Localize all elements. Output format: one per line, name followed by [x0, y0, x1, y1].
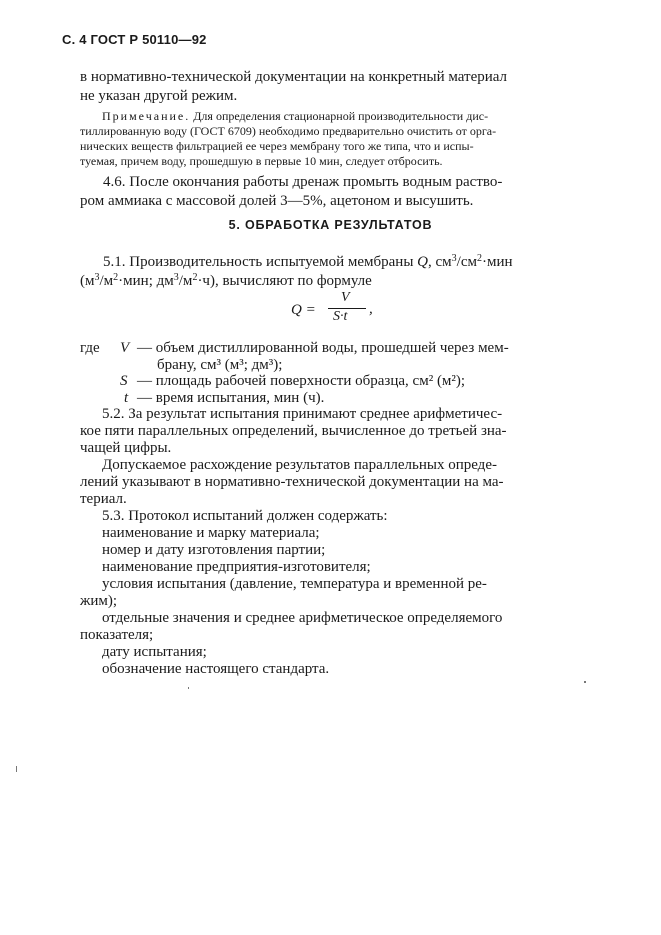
def-symbol-t: t	[124, 390, 129, 406]
note-line-4: туемая, причем воду, прошедшую в первые 10 мин, следует отбросить.	[80, 154, 443, 168]
def-prefix: где	[80, 340, 100, 356]
p46-line-2: ром аммиака с массовой долей 3—5%, ацетоном и высушить.	[80, 193, 474, 209]
tolerance-line-2: лений указывают в нормативно-технической документации на ма-	[80, 474, 504, 490]
p46-line-1: 4.6. После окончания работы дренаж промыть водным раство-	[103, 174, 503, 190]
p51-line-2: ($м^3/м^2\cdot мин$; $дм^3/м^2\cdot ч$), вычисляют по формуле	[80, 272, 372, 289]
formula-lhs: Q =	[291, 302, 316, 318]
intro-line-2: не указан другой режим.	[80, 88, 238, 104]
def-s-text: — площадь рабочей поверхности образца, см² (м²);	[137, 373, 466, 389]
formula-denominator: S·t	[333, 309, 348, 324]
scan-speck	[584, 681, 586, 683]
list-item: условия испытания (давление, температура и временной ре-	[102, 576, 487, 592]
note-first-text: Для определения стационарной производительности дис-	[193, 109, 489, 123]
p52-line-2: кое пяти параллельных определений, вычисленное до третьей зна-	[80, 423, 507, 439]
note-line-1	[102, 109, 488, 124]
def-t-text: — время испытания, мин (ч).	[137, 390, 325, 406]
def-symbol-s: S	[120, 373, 128, 389]
scan-speck	[16, 766, 17, 772]
p53-intro: 5.3. Протокол испытаний должен содержать:	[102, 508, 388, 524]
note-line-2: тиллированную воду (ГОСТ 6709) необходимо предварительно очистить от орга-	[80, 124, 497, 138]
scan-speck	[188, 687, 189, 689]
list-item: номер и дату изготовления партии;	[102, 542, 326, 558]
list-item: дату испытания;	[102, 644, 207, 660]
p52-line-1: 5.2. За результат испытания принимают среднее арифметичес-	[102, 406, 503, 422]
p51-line-1: 5.1. Производительность испытуемой мембраны Q, $см^3/см^2\cdot мин$	[103, 253, 513, 270]
formula-numerator: V	[341, 290, 350, 305]
list-item: наименование и марку материала;	[102, 525, 320, 541]
tolerance-line-3: териал.	[80, 491, 127, 507]
note-label: Примечание.	[102, 109, 191, 123]
note-line-3: нических веществ фильтрацией ее через мембрану того же типа, что и испы-	[80, 139, 474, 153]
formula-trail: ,	[369, 301, 373, 317]
intro-line-1: в нормативно-технической документации на конкретный материал	[80, 69, 508, 85]
page-header: С. 4 ГОСТ Р 50110—92	[62, 32, 207, 47]
def-symbol-v: V	[120, 340, 130, 356]
section-heading: 5. ОБРАБОТКА РЕЗУЛЬТАТОВ	[228, 218, 433, 232]
tolerance-line-1: Допускаемое расхождение результатов параллельных опреде-	[102, 457, 497, 473]
p52-line-3: чащей цифры.	[80, 440, 172, 456]
def-v-line-2: брану, см³ (м³; дм³);	[157, 357, 283, 373]
list-item: отдельные значения и среднее арифметическое определяемого	[102, 610, 503, 626]
list-item: наименование предприятия-изготовителя;	[102, 559, 371, 575]
def-v-line-1: — объем дистиллированной воды, прошедшей через мем-	[137, 340, 509, 356]
list-item: обозначение настоящего стандарта.	[102, 661, 330, 677]
list-item-continuation: показателя;	[80, 627, 154, 643]
list-item-continuation: жим);	[80, 593, 118, 609]
